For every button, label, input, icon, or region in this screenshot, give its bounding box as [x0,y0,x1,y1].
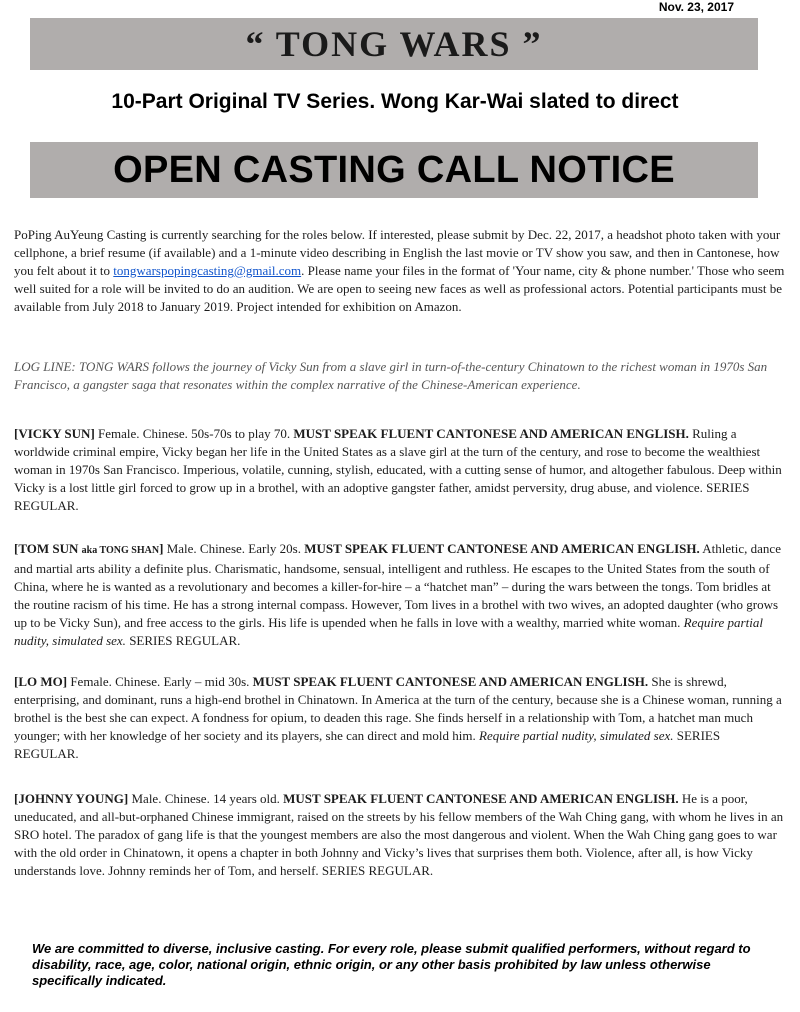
intro-text-continued: . Please name your files in the format of 'Your name, city & phone number.' Those who seem well suited for a role will be invited to do an audition. We are open to seeing new faces as well as professional actors. Potential participants must be available from July 2018 to January 2019. Project intended for exhibition on Amazon. [14,263,785,314]
role-description: He is a poor, uneducated, and all-but-orphaned Chinese immigrant, raised on the streets by his fellow members of the Wah Ching gang, with whom he lives in an SRO hotel. The paradox of gang life is that the youngest members are also the most dangerous and violent. When the Wah Ching gang goes to war with the old order in Chinatown, it opens a chapter in both Johnny and Vicky’s lives that surprises them both. Violence, after all, is how Vicky understands love. Johnny reminds her of Tom, and herself. [14,791,784,878]
role-details: Female. Chinese. 50s-70s to play 70. [94,426,294,441]
role-requirement: MUST SPEAK FLUENT CANTONESE AND AMERICAN ENGLISH. [293,426,689,441]
role-requirement: MUST SPEAK FLUENT CANTONESE AND AMERICAN ENGLISH. [304,541,700,556]
role-aka: aka TONG SHAN [81,545,160,556]
title-banner [30,18,758,70]
role-status: SERIES REGULAR. [14,728,721,761]
inclusion-statement: We are committed to diverse, inclusive casting. For every role, please submit qualified performers, without regard to disability, race, age, color, national origin, ethnic origin, or any other basis prohibited by law unless otherwise specifically indicated. [32,941,751,988]
role-name: [TOM SUN [14,541,82,556]
notice-date: Nov. 23, 2017 [658,0,734,14]
role-requirement: MUST SPEAK FLUENT CANTONESE AND AMERICAN ENGLISH. [283,791,679,806]
role-lo-mo [14,673,786,763]
role-tom-sun [14,540,786,650]
show-title: “ TONG WARS ” [245,24,543,64]
role-description: Ruling a worldwide criminal empire, Vicky began her life in the United States as a slave girl at the turn of the century, and rose to become the wealthiest woman in 1970s San Francisco. Imperious, volatile, cunning, stylish, educated, with a cutting sense of humor, and altogether fabulous. Deep within Vicky is a lost little girl forced to grow up in a brothel, with an adoptive gangster father, amidst perversity, drug abuse, and violence. [14,426,782,495]
intro-paragraph [14,226,786,316]
heading-banner [30,142,758,198]
role-status: SERIES REGULAR. [125,633,241,648]
casting-email-link[interactable]: tongwarspopingcasting@gmail.com [113,263,302,278]
role-description: Athletic, dance and martial arts ability a definite plus. Charismatic, handsome, sensual, intelligent and ruthless. He escapes to the United States from the south of China, where he is wanted as a revolutionary and becomes a killer-for-hire – a “hatchet man” – during the wars between the tongs. Tom bridles at the routine racism of his time. He has a strong internal compass. However, Tom lives in a brothel with two wives, an adopted daughter (who grows up to be Vicky Sun), and free access to the girls. His life is upended when he falls in love with a wealthy, married white woman. [14,541,781,630]
casting-heading: OPEN CASTING CALL NOTICE [113,148,675,191]
role-johnny-young [14,790,786,880]
role-name: [JOHNNY YOUNG] [14,791,129,806]
role-details: Male. Chinese. Early 20s. [163,541,305,556]
role-description: She is shrewd, enterprising, and dominant, runs a high-end brothel in Chinatown. In America at the turn of the century, because she is a Chinese woman, running a brothel is the best she can expect. A fondness for opium, to deaden this rage. She finds herself in a relationship with Tom, a hatchet man much younger; with her knowledge of her society and its players, she can direct and mold him. [14,674,782,743]
role-requirement: MUST SPEAK FLUENT CANTONESE AND AMERICAN ENGLISH. [252,674,649,689]
role-note: Require partial nudity, simulated sex. [479,728,674,743]
role-details: Female. Chinese. Early – mid 30s. [67,674,253,689]
role-status: SERIES REGULAR. [321,863,434,878]
intro-text: PoPing AuYeung Casting is currently searching for the roles below. If interested, please submit by Dec. 22, 2017, a headshot photo taken with your cellphone, a brief resume (if available) and a 1-minute video describing in English the last movie or TV show you saw, and then in Cantonese, how you felt about it to [14,227,781,278]
series-subtitle: 10-Part Original TV Series. Wong Kar-Wai slated to direct [111,90,679,113]
role-note: Require partial nudity, simulated sex. [14,615,763,648]
role-name: [LO MO] [14,674,68,689]
role-vicky-sun [14,425,786,515]
role-name: [VICKY SUN] [14,426,95,441]
role-details: Male. Chinese. 14 years old. [128,791,284,806]
role-name-close: ] [159,541,164,556]
role-status: SERIES REGULAR. [14,480,750,513]
log-line: LOG LINE: TONG WARS follows the journey of Vicky Sun from a slave girl in turn-of-the-century Chinatown to the richest woman in 1970s San Francisco, a gangster saga that resonates within the complex narrative of the Chinese-American experience. [14,359,768,392]
